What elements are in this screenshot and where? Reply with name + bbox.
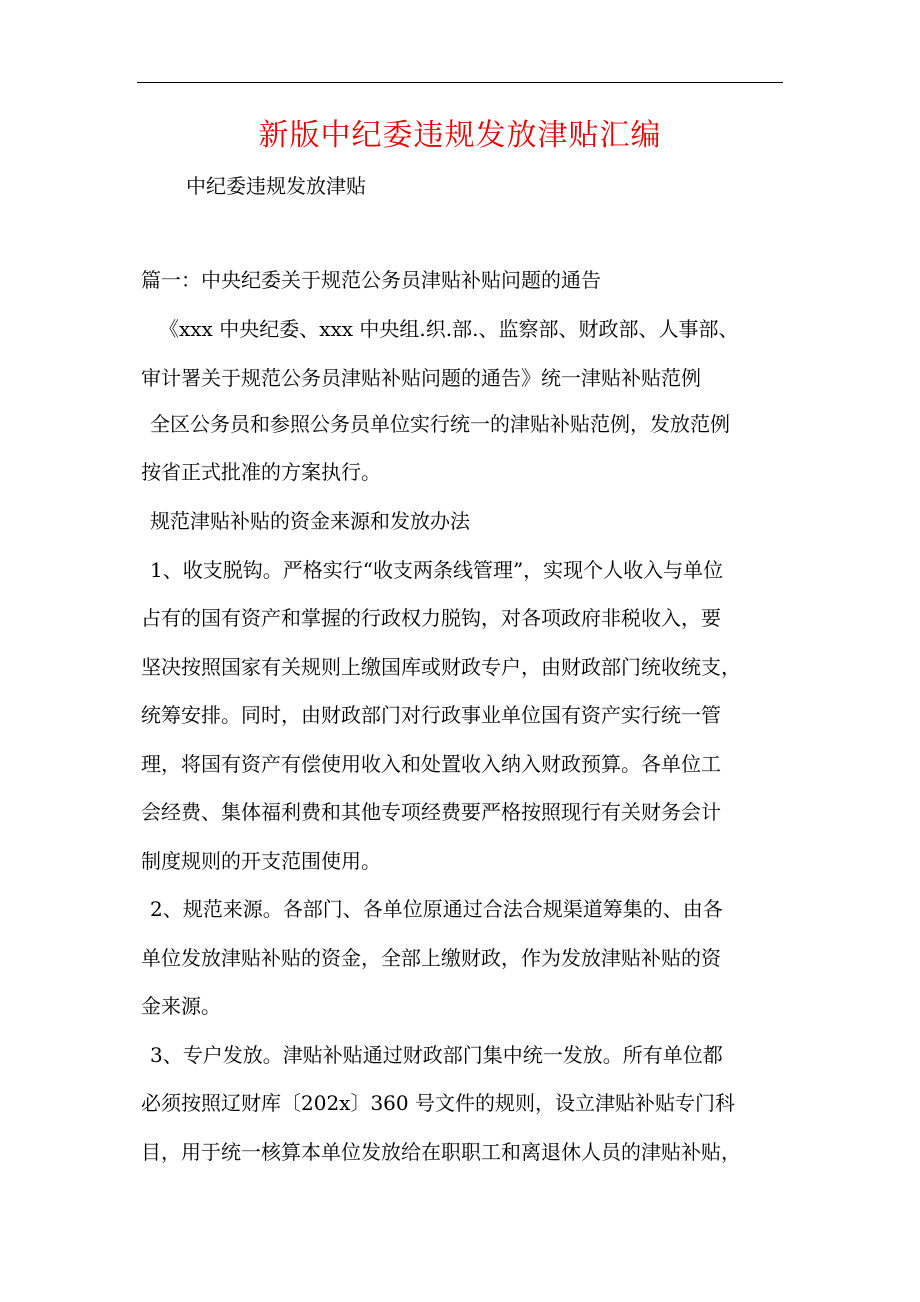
body-line: 统筹安排。同时，由财政部门对行政事业单位国有资产实行统一管 (141, 703, 721, 727)
body-line: 金来源。 (141, 994, 221, 1018)
body-line: 必须按照辽财库〔202x〕360 号文件的规则，设立津贴补贴专门科 (141, 1091, 735, 1115)
body-line: 2、规范来源。各部门、各单位原通过合法合规渠道筹集的、由各 (150, 897, 723, 921)
body-line: 理，将国有资产有偿使用收入和处置收入纳入财政预算。各单位工 (141, 752, 721, 776)
body-line: 按省正式批准的方案执行。 (141, 460, 381, 484)
document-subtitle: 中纪委违规发放津贴 (186, 174, 366, 198)
body-line: 《xxx 中央纪委、xxx 中央组.织.部.、监察部、财政部、人事部、 (159, 317, 739, 341)
body-line: 审计署关于规范公务员津贴补贴问题的通告》统一津贴补贴范例 (141, 366, 701, 390)
body-line: 占有的国有资产和掌握的行政权力脱钩，对各项政府非税收入，要 (141, 606, 721, 630)
body-line: 单位发放津贴补贴的资金，全部上缴财政，作为发放津贴补贴的资 (141, 946, 721, 970)
body-line: 3、专户发放。津贴补贴通过财政部门集中统一发放。所有单位都 (150, 1043, 723, 1067)
document-title: 新版中纪委违规发放津贴汇编 (258, 118, 662, 153)
body-line: 规范津贴补贴的资金来源和发放办法 (150, 509, 470, 533)
body-line: 篇一：中央纪委关于规范公务员津贴补贴问题的通告 (141, 268, 601, 292)
header-rule (137, 82, 783, 83)
body-line: 会经费、集体福利费和其他专项经费要严格按照现行有关财务会计 (141, 800, 721, 824)
body-line: 制度规则的开支范围使用。 (141, 849, 381, 873)
body-line: 目，用于统一核算本单位发放给在职职工和离退休人员的津贴补贴， (141, 1140, 741, 1164)
body-line: 1、收支脱钩。严格实行“收支两条线管理”，实现个人收入与单位 (150, 558, 724, 582)
body-line: 全区公务员和参照公务员单位实行统一的津贴补贴范例，发放范例 (150, 412, 730, 436)
body-line: 坚决按照国家有关规则上缴国库或财政专户，由财政部门统收统支， (141, 655, 741, 679)
